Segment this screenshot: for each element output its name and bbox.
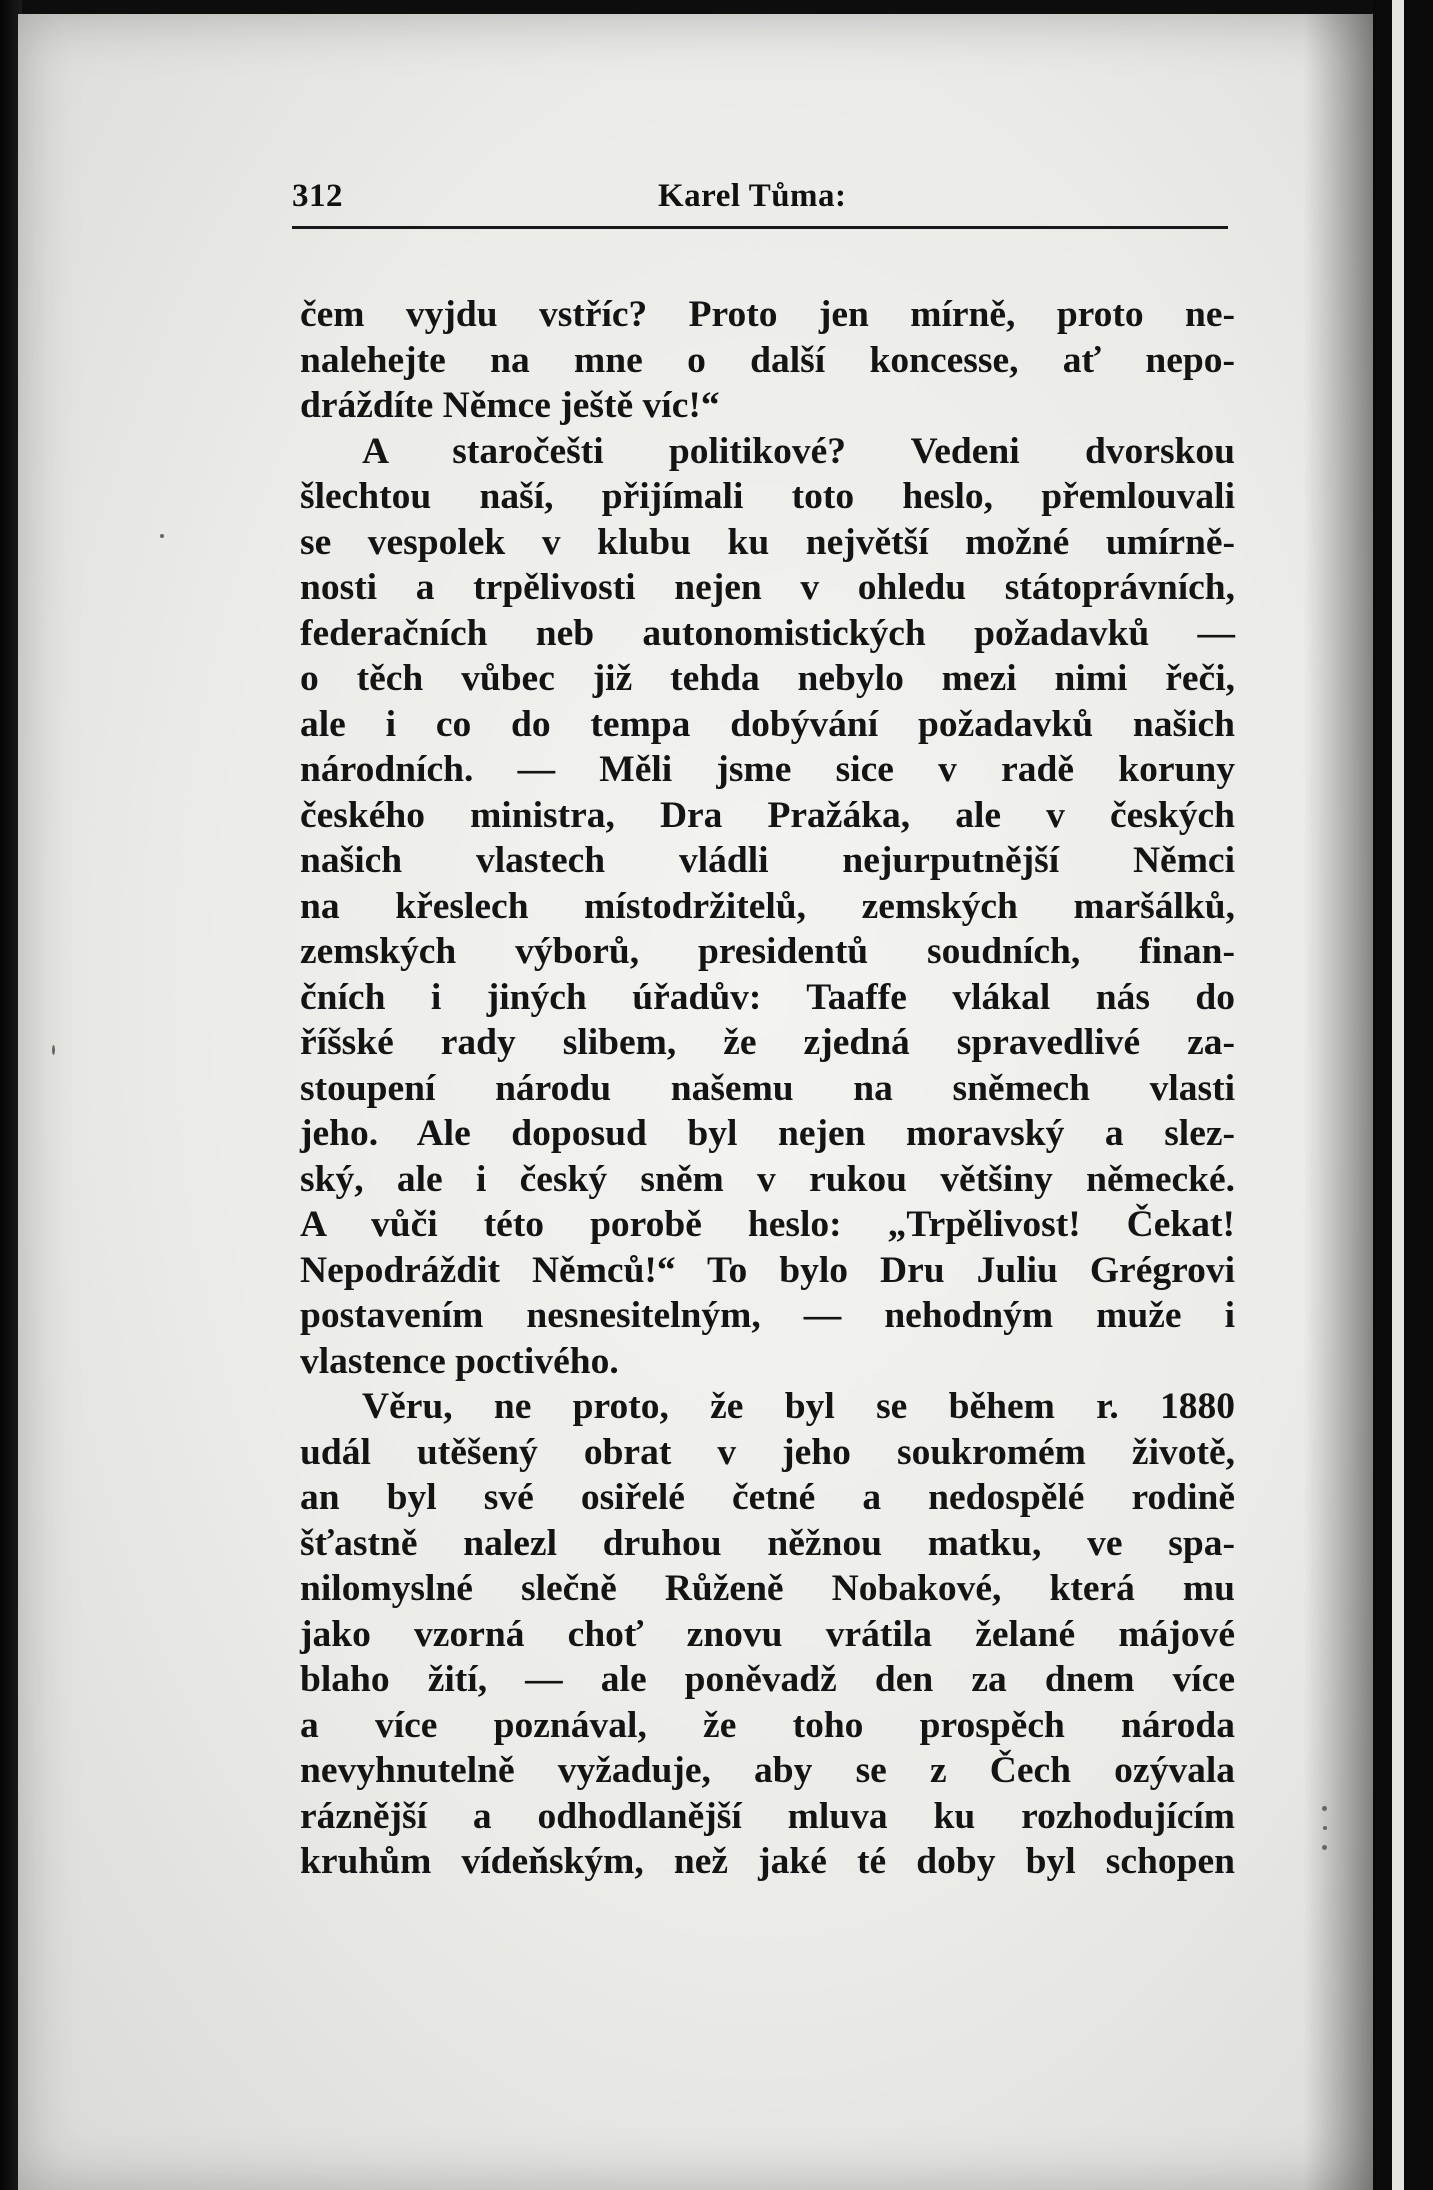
text-line: čem vyjdu vstříc? Proto jen mírně, proto ne- bbox=[300, 294, 1235, 335]
body-text bbox=[300, 292, 1235, 1885]
text-line: blaho žití, — ale poněvadž den za dnem více bbox=[300, 1659, 1235, 1700]
text-line: zemských výborů, presidentů soudních, finan- bbox=[300, 931, 1235, 972]
text-line: šťastně nalezl druhou něžnou matku, ve spa- bbox=[300, 1522, 1235, 1564]
text-line: říšské rady slibem, že zjedná spravedlivé za- bbox=[300, 1022, 1235, 1063]
text-line: ský, ale i český sněm v rukou většiny německé. bbox=[300, 1158, 1235, 1200]
text-line: vlastence poctivého. bbox=[300, 1340, 619, 1382]
text-line: a více poznával, že toho prospěch národa bbox=[300, 1704, 1235, 1746]
text-line: postavením nesnesitelným, — nehodným muže i bbox=[300, 1295, 1235, 1336]
page-header bbox=[278, 178, 1228, 228]
next-page-edge bbox=[1392, 0, 1404, 2190]
header-rule bbox=[292, 226, 1228, 229]
text-line: jeho. Ale doposud byl nejen moravský a slez- bbox=[300, 1113, 1235, 1154]
text-line: Věru, ne proto, že byl se během r. 1880 bbox=[362, 1386, 1235, 1427]
paper-speck bbox=[52, 1045, 55, 1055]
text-line: čních i jiných úřadův: Taaffe vlákal nás do bbox=[300, 976, 1235, 1018]
text-line: o těch vůbec již tehda nebylo mezi nimi řeči, bbox=[300, 658, 1235, 699]
text-line: an byl své osiřelé četné a nedospělé rodině bbox=[300, 1477, 1235, 1518]
text-line: A vůči této porobě heslo: „Trpělivost! Čekat! bbox=[300, 1204, 1235, 1245]
text-line: federačních neb autonomistických požadavků — bbox=[300, 612, 1235, 654]
text-line: nosti a trpělivosti nejen v ohledu státoprávních, bbox=[300, 567, 1235, 608]
text-line: jako vzorná choť znovu vrátila želané májové bbox=[300, 1613, 1235, 1655]
page-number: 312 bbox=[292, 178, 343, 214]
paper-speck bbox=[160, 534, 164, 538]
text-line: Nepodráždit Němců!“ To bylo Dru Juliu Grégrovi bbox=[300, 1249, 1235, 1291]
text-line: ale i co do tempa dobývání požadavků našich bbox=[300, 703, 1235, 745]
text-line: šlechtou naší, přijímali toto heslo, přemlouvali bbox=[300, 476, 1235, 517]
text-line: na křeslech místodržitelů, zemských maršálků, bbox=[300, 885, 1235, 927]
text-line: našich vlastech vládli nejurputnější Němci bbox=[300, 840, 1235, 881]
paper-speck bbox=[1322, 1845, 1327, 1850]
text-line: nilomyslné slečně Růženě Nobakové, která mu bbox=[300, 1568, 1235, 1609]
text-line: A staročešti politikové? Vedeni dvorskou bbox=[362, 430, 1235, 472]
paper-speck bbox=[1322, 1806, 1327, 1811]
text-line: dráždíte Němce ještě víc!“ bbox=[300, 385, 720, 426]
text-line: ráznější a odhodlanější mluva ku rozhodujícím bbox=[300, 1795, 1235, 1837]
page-gutter-shadow bbox=[1303, 14, 1373, 2190]
text-line: nalehejte na mne o další koncesse, ať nepo- bbox=[300, 339, 1235, 381]
paper-speck bbox=[1323, 1826, 1327, 1830]
text-line: se vespolek v klubu ku největší možné umírně- bbox=[300, 521, 1235, 563]
text-line: udál utěšený obrat v jeho soukromém životě, bbox=[300, 1431, 1235, 1473]
text-line: českého ministra, Dra Pražáka, ale v českých bbox=[300, 794, 1235, 836]
running-head: Karel Tůma: bbox=[658, 178, 847, 214]
text-line: stoupení národu našemu na sněmech vlasti bbox=[300, 1067, 1235, 1109]
text-line: nevyhnutelně vyžaduje, aby se z Čech ozývala bbox=[300, 1750, 1235, 1791]
text-line: kruhům vídeňským, než jaké té doby byl schopen bbox=[300, 1841, 1235, 1882]
text-line: národních. — Měli jsme sice v radě koruny bbox=[300, 749, 1235, 790]
